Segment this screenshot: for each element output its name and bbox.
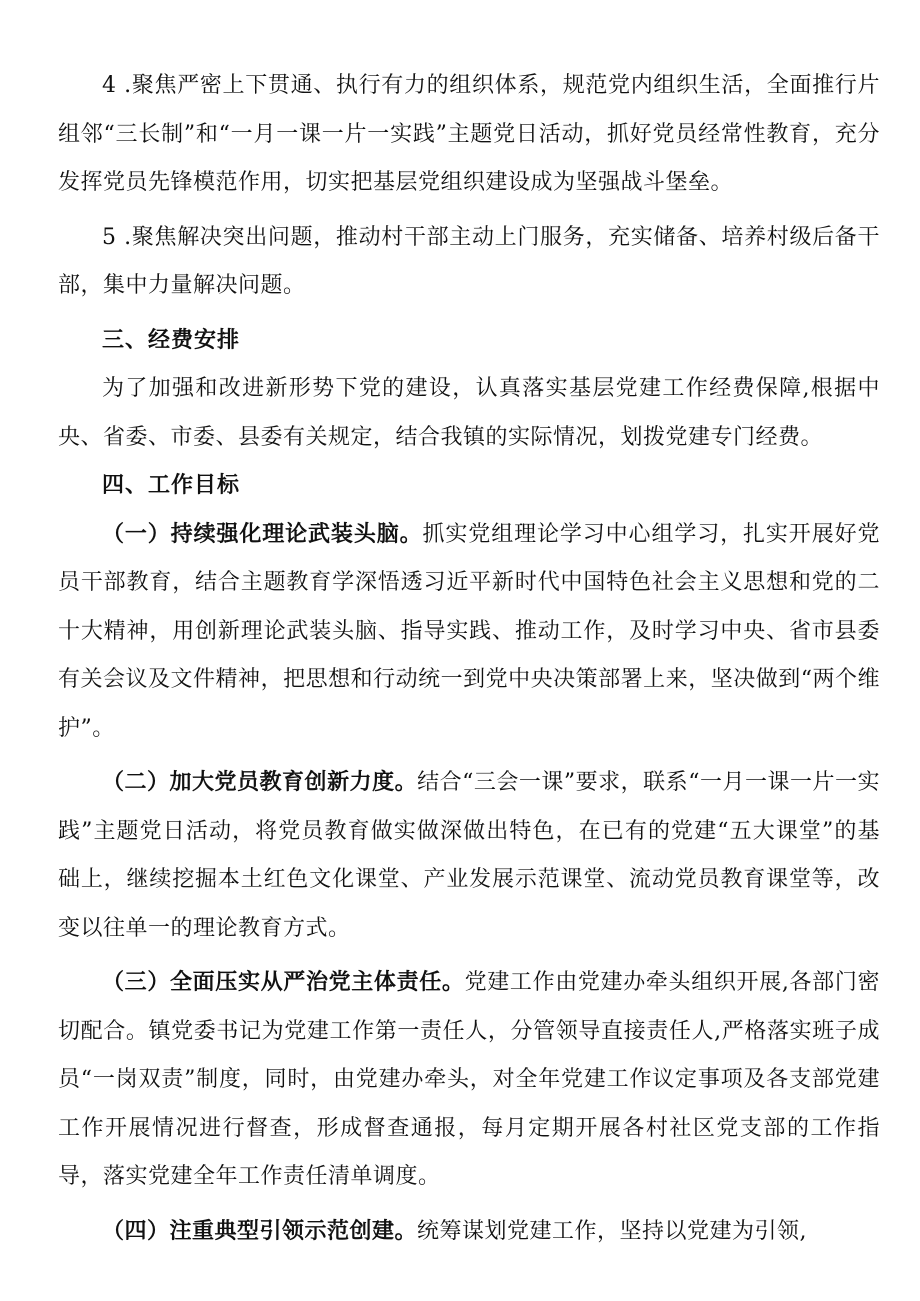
- list-item-5: 5 .聚焦解决突出问题，推动村干部主动上门服务，充实储备、培养村级后备干部，集中力量解决问题。: [58, 224, 880, 298]
- funding-paragraph: 为了加强和改进新形势下党的建设，认真落实基层党建工作经费保障,根据中央、省委、市委、县委有关规定，结合我镇的实际情况，划拨党建专门经费。: [58, 376, 880, 450]
- list-item-4: 4 .聚焦严密上下贯通、执行有力的组织体系，规范党内组织生活，全面推行片组邻“三长制”和“一月一课一片一实践”主题党日活动，抓好党员经常性教育，充分发挥党员先锋模范作用，切实把基层党组织建设成为坚强战斗堡垒。: [58, 73, 880, 195]
- goal-item-2-lead: （二）加大党员教育创新力度。: [102, 770, 418, 795]
- goal-item-1: [58, 511, 880, 754]
- goal-item-3-lead: （三）全面压实从严治党主体责任。: [102, 970, 465, 995]
- goal-item-4: [58, 1208, 880, 1257]
- goal-item-3-body: 党建工作由党建办牵头组织开展,各部门密切配合。镇党委书记为党建工作第一责任人，分管领导直接责任人,严格落实班子成员“一岗双责”制度，同时，由党建办牵头，对全年党建工作议定事项及各支部党建工作开展情况进行督查，形成督查通报，每月定期开展各村社区党支部的工作指导，落实党建全年工作责任清单调度。: [58, 970, 880, 1189]
- document-page: [58, 62, 880, 1256]
- goal-item-1-lead: （一）持续强化理论武装头脑。: [102, 521, 423, 547]
- goal-item-4-body: 统筹谋划党建工作，坚持以党建为引领,: [417, 1218, 808, 1244]
- goal-item-3: [58, 959, 880, 1202]
- goal-item-2: [58, 759, 880, 953]
- goal-item-2-body: 结合“三会一课”要求，联系“一月一课一片一实践”主题党日活动，将党员教育做实做深做出特色，在已有的党建“五大课堂”的基础上，继续挖掘本土红色文化课堂、产业发展示范课堂、流动党员教育课堂等，改变以往单一的理论教育方式。: [58, 770, 880, 941]
- goal-item-1-body: 抓实党组理论学习中心组学习，扎实开展好党员干部教育，结合主题教育学深悟透习近平新时代中国特色社会主义思想和党的二十大精神，用创新理论武装头脑、指导实践、推动工作，及时学习中央、省市县委有关会议及文件精神，把思想和行动统一到党中央决策部署上来，坚决做到“两个维护”。: [58, 521, 880, 741]
- section-heading-funding: 三、经费安排: [102, 327, 241, 353]
- section-heading-goals: 四、工作目标: [102, 473, 241, 498]
- goal-item-4-lead: （四）注重典型引领示范创建。: [102, 1218, 418, 1244]
